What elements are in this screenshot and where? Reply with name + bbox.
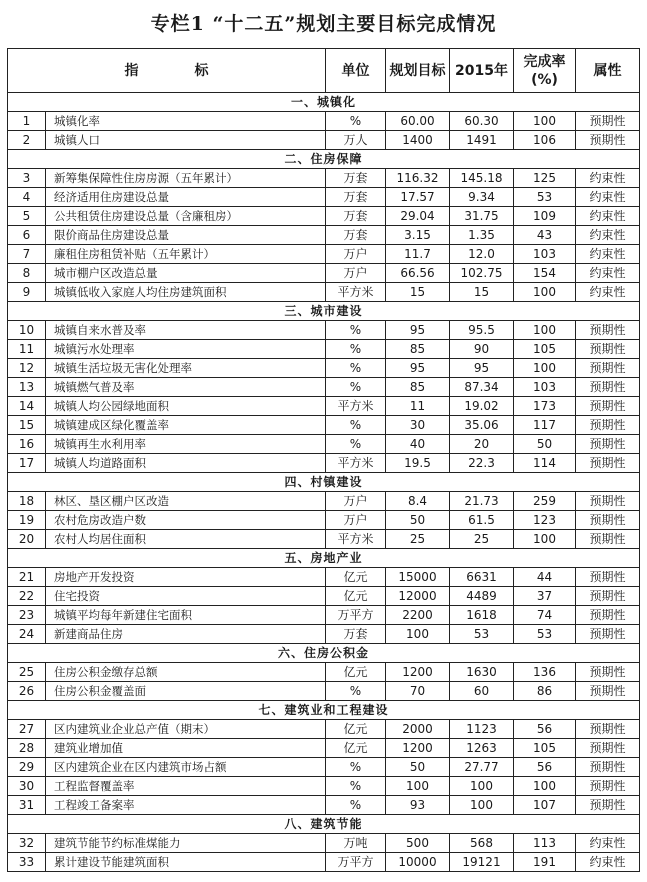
row-indicator: 建筑业增加值: [46, 739, 326, 758]
row-unit: 万套: [326, 169, 386, 188]
row-plan: 85: [386, 378, 450, 397]
row-rate: 117: [514, 416, 576, 435]
row-actual: 4489: [450, 587, 514, 606]
row-indicator: 城镇污水处理率: [46, 340, 326, 359]
row-indicator: 城镇低收入家庭人均住房建筑面积: [46, 283, 326, 302]
row-attr: 预期性: [576, 511, 640, 530]
row-actual: 21.73: [450, 492, 514, 511]
row-plan: 15000: [386, 568, 450, 587]
row-indicator: 城镇人均道路面积: [46, 454, 326, 473]
row-plan: 8.4: [386, 492, 450, 511]
row-unit: %: [326, 796, 386, 815]
row-unit: 万户: [326, 511, 386, 530]
row-plan: 10000: [386, 853, 450, 872]
row-plan: 85: [386, 340, 450, 359]
row-indicator: 新筹集保障性住房房源（五年累计）: [46, 169, 326, 188]
row-number: 27: [8, 720, 46, 739]
row-attr: 约束性: [576, 283, 640, 302]
row-rate: 114: [514, 454, 576, 473]
row-number: 5: [8, 207, 46, 226]
row-unit: 万吨: [326, 834, 386, 853]
section-title: 七、建筑业和工程建设: [8, 701, 640, 720]
row-indicator: 农村危房改造户数: [46, 511, 326, 530]
row-plan: 30: [386, 416, 450, 435]
row-plan: 2000: [386, 720, 450, 739]
row-attr: 预期性: [576, 625, 640, 644]
table-row: [8, 359, 640, 378]
row-rate: 37: [514, 587, 576, 606]
row-attr: 约束性: [576, 169, 640, 188]
table-body: [8, 93, 640, 872]
row-number: 24: [8, 625, 46, 644]
table-row: [8, 568, 640, 587]
row-unit: 平方米: [326, 454, 386, 473]
row-unit: %: [326, 378, 386, 397]
page-title: 专栏1 “十二五”规划主要目标完成情况: [150, 13, 497, 35]
row-actual: 100: [450, 796, 514, 815]
row-rate: 53: [514, 625, 576, 644]
row-number: 23: [8, 606, 46, 625]
row-number: 18: [8, 492, 46, 511]
row-attr: 预期性: [576, 758, 640, 777]
table-row: [8, 492, 640, 511]
row-rate: 191: [514, 853, 576, 872]
row-rate: 103: [514, 245, 576, 264]
section-row: [8, 150, 640, 169]
row-actual: 19121: [450, 853, 514, 872]
row-actual: 19.02: [450, 397, 514, 416]
row-attr: 约束性: [576, 245, 640, 264]
row-plan: 25: [386, 530, 450, 549]
table-row: [8, 321, 640, 340]
row-indicator: 经济适用住房建设总量: [46, 188, 326, 207]
row-number: 19: [8, 511, 46, 530]
row-attr: 预期性: [576, 530, 640, 549]
row-attr: 预期性: [576, 796, 640, 815]
row-attr: 预期性: [576, 454, 640, 473]
table-row: [8, 416, 640, 435]
row-number: 21: [8, 568, 46, 587]
row-actual: 20: [450, 435, 514, 454]
row-unit: %: [326, 340, 386, 359]
row-indicator: 城镇自来水普及率: [46, 321, 326, 340]
row-number: 14: [8, 397, 46, 416]
row-unit: 平方米: [326, 397, 386, 416]
row-number: 6: [8, 226, 46, 245]
section-row: [8, 644, 640, 663]
table-row: [8, 188, 640, 207]
row-number: 10: [8, 321, 46, 340]
row-attr: 预期性: [576, 606, 640, 625]
table-row: [8, 834, 640, 853]
section-row: [8, 701, 640, 720]
row-attr: 预期性: [576, 682, 640, 701]
row-rate: 109: [514, 207, 576, 226]
row-actual: 102.75: [450, 264, 514, 283]
row-unit: 亿元: [326, 663, 386, 682]
row-actual: 31.75: [450, 207, 514, 226]
row-unit: %: [326, 682, 386, 701]
row-rate: 43: [514, 226, 576, 245]
row-rate: 259: [514, 492, 576, 511]
row-rate: 100: [514, 359, 576, 378]
table-row: [8, 264, 640, 283]
row-attr: 预期性: [576, 663, 640, 682]
row-attr: 预期性: [576, 416, 640, 435]
row-actual: 100: [450, 777, 514, 796]
table-row: [8, 758, 640, 777]
row-unit: %: [326, 758, 386, 777]
table-row: [8, 720, 640, 739]
row-plan: 100: [386, 625, 450, 644]
row-indicator: 公共租赁住房建设总量（含廉租房）: [46, 207, 326, 226]
row-rate: 103: [514, 378, 576, 397]
table-row: [8, 454, 640, 473]
row-unit: 万户: [326, 264, 386, 283]
section-title: 六、住房公积金: [8, 644, 640, 663]
row-attr: 约束性: [576, 207, 640, 226]
row-actual: 145.18: [450, 169, 514, 188]
row-number: 1: [8, 112, 46, 131]
row-indicator: 区内建筑企业在区内建筑市场占额: [46, 758, 326, 777]
table-row: [8, 169, 640, 188]
row-number: 20: [8, 530, 46, 549]
row-indicator: 住房公积金覆盖面: [46, 682, 326, 701]
targets-table: [7, 48, 640, 872]
row-plan: 95: [386, 321, 450, 340]
row-indicator: 限价商品住房建设总量: [46, 226, 326, 245]
row-actual: 6631: [450, 568, 514, 587]
table-header-row: [8, 49, 640, 93]
table-row: [8, 853, 640, 872]
row-unit: 万平方: [326, 853, 386, 872]
row-number: 12: [8, 359, 46, 378]
row-indicator: 区内建筑业企业总产值（期末）: [46, 720, 326, 739]
row-plan: 1200: [386, 663, 450, 682]
row-plan: 70: [386, 682, 450, 701]
table-row: [8, 207, 640, 226]
row-unit: 万户: [326, 492, 386, 511]
table-row: [8, 378, 640, 397]
section-row: [8, 549, 640, 568]
row-actual: 27.77: [450, 758, 514, 777]
row-attr: 约束性: [576, 853, 640, 872]
row-plan: 95: [386, 359, 450, 378]
row-actual: 1491: [450, 131, 514, 150]
table-row: [8, 245, 640, 264]
row-plan: 12000: [386, 587, 450, 606]
row-number: 16: [8, 435, 46, 454]
row-actual: 1123: [450, 720, 514, 739]
row-plan: 50: [386, 511, 450, 530]
section-title: 八、建筑节能: [8, 815, 640, 834]
row-rate: 86: [514, 682, 576, 701]
table-row: [8, 587, 640, 606]
row-indicator: 林区、垦区棚户区改造: [46, 492, 326, 511]
row-indicator: 城镇人均公园绿地面积: [46, 397, 326, 416]
section-title: 五、房地产业: [8, 549, 640, 568]
row-unit: 亿元: [326, 568, 386, 587]
row-number: 31: [8, 796, 46, 815]
row-actual: 53: [450, 625, 514, 644]
row-indicator: 建筑节能节约标准煤能力: [46, 834, 326, 853]
row-attr: 预期性: [576, 568, 640, 587]
table-row: [8, 131, 640, 150]
row-attr: 预期性: [576, 397, 640, 416]
row-unit: 平方米: [326, 283, 386, 302]
header-plan: 规划目标: [386, 49, 450, 93]
table-row: [8, 663, 640, 682]
row-plan: 1200: [386, 739, 450, 758]
row-plan: 116.32: [386, 169, 450, 188]
row-actual: 22.3: [450, 454, 514, 473]
row-plan: 15: [386, 283, 450, 302]
row-indicator: 城市棚户区改造总量: [46, 264, 326, 283]
row-attr: 预期性: [576, 720, 640, 739]
row-number: 17: [8, 454, 46, 473]
row-indicator: 农村人均居住面积: [46, 530, 326, 549]
row-rate: 100: [514, 530, 576, 549]
row-plan: 1400: [386, 131, 450, 150]
row-indicator: 住房公积金缴存总额: [46, 663, 326, 682]
row-plan: 3.15: [386, 226, 450, 245]
row-actual: 15: [450, 283, 514, 302]
row-number: 28: [8, 739, 46, 758]
row-indicator: 廉租住房租赁补贴（五年累计）: [46, 245, 326, 264]
row-plan: 11.7: [386, 245, 450, 264]
row-unit: 万平方: [326, 606, 386, 625]
row-actual: 1.35: [450, 226, 514, 245]
row-attr: 预期性: [576, 112, 640, 131]
row-attr: 预期性: [576, 587, 640, 606]
row-plan: 60.00: [386, 112, 450, 131]
row-actual: 1630: [450, 663, 514, 682]
row-unit: 万户: [326, 245, 386, 264]
header-rate: 完成率(%): [514, 49, 576, 93]
row-plan: 93: [386, 796, 450, 815]
row-number: 33: [8, 853, 46, 872]
row-attr: 预期性: [576, 321, 640, 340]
row-number: 9: [8, 283, 46, 302]
row-attr: 预期性: [576, 777, 640, 796]
row-number: 26: [8, 682, 46, 701]
row-rate: 56: [514, 720, 576, 739]
row-attr: 约束性: [576, 264, 640, 283]
row-actual: 87.34: [450, 378, 514, 397]
header-actual: 2015年: [450, 49, 514, 93]
table-row: [8, 226, 640, 245]
row-actual: 25: [450, 530, 514, 549]
row-unit: 万人: [326, 131, 386, 150]
table-row: [8, 530, 640, 549]
row-unit: %: [326, 777, 386, 796]
table-row: [8, 435, 640, 454]
table-row: [8, 340, 640, 359]
row-number: 3: [8, 169, 46, 188]
row-rate: 74: [514, 606, 576, 625]
header-unit: 单位: [326, 49, 386, 93]
row-number: 25: [8, 663, 46, 682]
header-attr: 属性: [576, 49, 640, 93]
row-attr: 预期性: [576, 739, 640, 758]
table-row: [8, 112, 640, 131]
section-row: [8, 815, 640, 834]
table-row: [8, 283, 640, 302]
row-attr: 预期性: [576, 492, 640, 511]
table-row: [8, 397, 640, 416]
row-unit: 万套: [326, 625, 386, 644]
row-rate: 105: [514, 739, 576, 758]
header-indicator: 指 标: [8, 49, 326, 93]
row-plan: 66.56: [386, 264, 450, 283]
row-number: 4: [8, 188, 46, 207]
row-unit: 万套: [326, 207, 386, 226]
section-title: 一、城镇化: [8, 93, 640, 112]
row-plan: 40: [386, 435, 450, 454]
row-rate: 154: [514, 264, 576, 283]
row-plan: 29.04: [386, 207, 450, 226]
row-rate: 100: [514, 112, 576, 131]
row-rate: 107: [514, 796, 576, 815]
row-rate: 44: [514, 568, 576, 587]
section-row: [8, 473, 640, 492]
row-actual: 1618: [450, 606, 514, 625]
section-title: 二、住房保障: [8, 150, 640, 169]
row-unit: 万套: [326, 188, 386, 207]
row-rate: 53: [514, 188, 576, 207]
row-attr: 预期性: [576, 131, 640, 150]
row-plan: 50: [386, 758, 450, 777]
row-indicator: 城镇人口: [46, 131, 326, 150]
row-actual: 568: [450, 834, 514, 853]
row-attr: 约束性: [576, 226, 640, 245]
row-indicator: 工程竣工备案率: [46, 796, 326, 815]
row-actual: 90: [450, 340, 514, 359]
table-row: [8, 682, 640, 701]
section-title: 四、村镇建设: [8, 473, 640, 492]
row-rate: 100: [514, 283, 576, 302]
row-number: 22: [8, 587, 46, 606]
row-indicator: 城镇化率: [46, 112, 326, 131]
row-actual: 60: [450, 682, 514, 701]
row-rate: 100: [514, 321, 576, 340]
row-indicator: 城镇再生水利用率: [46, 435, 326, 454]
row-indicator: 累计建设节能建筑面积: [46, 853, 326, 872]
row-number: 2: [8, 131, 46, 150]
row-rate: 123: [514, 511, 576, 530]
row-indicator: 住宅投资: [46, 587, 326, 606]
section-title: 三、城市建设: [8, 302, 640, 321]
row-rate: 50: [514, 435, 576, 454]
row-rate: 106: [514, 131, 576, 150]
row-rate: 173: [514, 397, 576, 416]
row-rate: 113: [514, 834, 576, 853]
row-unit: %: [326, 321, 386, 340]
row-actual: 1263: [450, 739, 514, 758]
row-indicator: 工程监督覆盖率: [46, 777, 326, 796]
table-row: [8, 739, 640, 758]
row-unit: 平方米: [326, 530, 386, 549]
row-attr: 预期性: [576, 340, 640, 359]
table-row: [8, 777, 640, 796]
section-row: [8, 93, 640, 112]
row-plan: 11: [386, 397, 450, 416]
row-rate: 125: [514, 169, 576, 188]
row-rate: 56: [514, 758, 576, 777]
row-actual: 9.34: [450, 188, 514, 207]
row-unit: %: [326, 416, 386, 435]
section-row: [8, 302, 640, 321]
row-indicator: 城镇平均每年新建住宅面积: [46, 606, 326, 625]
row-actual: 12.0: [450, 245, 514, 264]
table-row: [8, 511, 640, 530]
row-plan: 17.57: [386, 188, 450, 207]
row-unit: %: [326, 435, 386, 454]
row-plan: 100: [386, 777, 450, 796]
row-indicator: 城镇燃气普及率: [46, 378, 326, 397]
row-attr: 约束性: [576, 834, 640, 853]
row-unit: 万套: [326, 226, 386, 245]
row-plan: 2200: [386, 606, 450, 625]
row-actual: 95: [450, 359, 514, 378]
row-actual: 60.30: [450, 112, 514, 131]
row-number: 32: [8, 834, 46, 853]
row-attr: 约束性: [576, 188, 640, 207]
row-indicator: 房地产开发投资: [46, 568, 326, 587]
row-rate: 136: [514, 663, 576, 682]
row-number: 29: [8, 758, 46, 777]
row-attr: 预期性: [576, 435, 640, 454]
row-unit: 亿元: [326, 739, 386, 758]
row-actual: 61.5: [450, 511, 514, 530]
row-actual: 95.5: [450, 321, 514, 340]
row-rate: 105: [514, 340, 576, 359]
row-number: 7: [8, 245, 46, 264]
row-indicator: 城镇生活垃圾无害化处理率: [46, 359, 326, 378]
table-row: [8, 625, 640, 644]
row-unit: %: [326, 112, 386, 131]
row-indicator: 城镇建成区绿化覆盖率: [46, 416, 326, 435]
row-actual: 35.06: [450, 416, 514, 435]
row-number: 30: [8, 777, 46, 796]
row-unit: %: [326, 359, 386, 378]
row-unit: 亿元: [326, 587, 386, 606]
table-row: [8, 796, 640, 815]
row-rate: 100: [514, 777, 576, 796]
row-plan: 19.5: [386, 454, 450, 473]
table-row: [8, 606, 640, 625]
row-number: 8: [8, 264, 46, 283]
row-attr: 预期性: [576, 378, 640, 397]
row-number: 15: [8, 416, 46, 435]
row-indicator: 新建商品住房: [46, 625, 326, 644]
row-number: 13: [8, 378, 46, 397]
row-attr: 预期性: [576, 359, 640, 378]
row-plan: 500: [386, 834, 450, 853]
row-number: 11: [8, 340, 46, 359]
row-unit: 亿元: [326, 720, 386, 739]
